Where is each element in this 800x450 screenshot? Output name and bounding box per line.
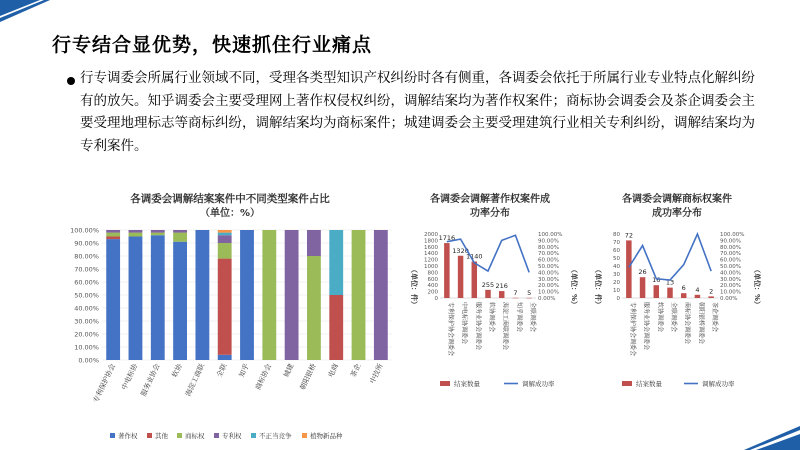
y-left-tick: 60 [613, 248, 620, 254]
top-left-corner-decoration [0, 0, 60, 30]
y-right-axis-label: （单位：%） [753, 266, 761, 309]
bar-segment [285, 230, 299, 360]
chart-title-line: 功率分布 [470, 208, 510, 219]
legend-label: 其他 [155, 432, 168, 440]
bar [513, 298, 518, 299]
x-category-label: 专利保护协会调委会 [446, 302, 454, 357]
y-left-tick: 200 [427, 289, 438, 296]
x-category-label: 全联 [215, 362, 229, 379]
legend-swatch [302, 433, 307, 438]
bar-segment [218, 233, 232, 236]
y-right-tick: 60.00% [538, 257, 559, 264]
y-left-tick: 1600 [424, 244, 438, 251]
bar-data-label: 72 [624, 231, 633, 240]
bar-segment [106, 239, 120, 360]
y-tick-label: 80.00% [74, 252, 99, 261]
bar-data-label: 5 [527, 288, 532, 297]
x-category-label: 服务业协会 [139, 362, 162, 398]
bar-segment [129, 230, 143, 233]
bar-segment [307, 230, 321, 256]
bar [654, 285, 659, 298]
x-category-label: 中电标协调委会 [460, 302, 468, 345]
legend-swatch [251, 433, 256, 438]
bar-segment [218, 235, 232, 243]
x-category-label: 朝阳银桥调委会 [697, 302, 705, 345]
y-left-tick: 20 [613, 280, 620, 286]
bar [681, 293, 686, 298]
bar-segment [173, 233, 187, 242]
stacked-bar-chart [60, 188, 400, 450]
legend-label-line: 调解成功率 [702, 380, 735, 388]
y-left-tick: 40 [613, 264, 620, 270]
x-category-label: 软协调委会 [656, 302, 664, 333]
bar-data-label: 16 [652, 276, 661, 285]
bar-data-label: 216 [495, 282, 508, 291]
y-right-tick: 40.00% [538, 270, 559, 277]
bar-segment [374, 230, 388, 360]
bar-segment [240, 230, 254, 360]
x-category-label: 全联调委会 [529, 302, 537, 333]
y-tick-label: 0.00% [78, 356, 99, 365]
legend-swatch [147, 433, 152, 438]
bar-data-label: 26 [638, 268, 647, 277]
y-right-tick: 30.00% [720, 276, 741, 283]
bar-segment [151, 235, 165, 360]
bar-segment [173, 242, 187, 360]
bar-segment [218, 243, 232, 259]
bar-data-label: 6 [681, 284, 686, 293]
legend-swatch [110, 433, 115, 438]
y-right-tick: 10.00% [538, 289, 559, 296]
x-category-label: 城建 [282, 362, 296, 379]
y-left-tick: 400 [427, 283, 438, 290]
x-category-label: 中电标协 [120, 362, 140, 392]
y-tick-label: 100.00% [70, 226, 99, 235]
x-category-label: 软协 [170, 362, 184, 379]
bottom-right-corner-decoration [730, 420, 800, 450]
bar-segment [151, 233, 165, 236]
y-tick-label: 60.00% [74, 278, 99, 287]
bar-segment [129, 233, 143, 237]
bar-segment [106, 233, 120, 237]
bar-segment [329, 295, 343, 360]
legend-swatch-bars [440, 381, 450, 386]
legend-label: 不正当竞争 [259, 432, 292, 440]
y-left-tick: 600 [427, 276, 438, 283]
bar-segment [195, 230, 209, 360]
bar-data-label: 255 [481, 280, 495, 289]
y-right-tick: 90.00% [720, 238, 741, 245]
bar [472, 262, 477, 298]
bar-segment [218, 355, 232, 360]
y-right-tick: 30.00% [538, 276, 559, 283]
chart-subtitle: （单位：%） [199, 208, 261, 219]
legend-swatch-bars [622, 381, 632, 386]
y-right-tick: 80.00% [720, 244, 741, 251]
bar [526, 298, 531, 299]
y-left-tick: 1400 [424, 251, 438, 258]
x-category-label: 知乎 [237, 362, 251, 379]
x-category-label: 专利保护协会调委会 [628, 302, 636, 357]
bar-data-label: 7 [513, 288, 518, 297]
y-right-tick: 40.00% [720, 270, 741, 277]
trademark-success-chart [592, 188, 762, 398]
bar-segment [151, 230, 165, 233]
y-tick-label: 90.00% [74, 239, 99, 248]
y-left-tick: 10 [613, 288, 620, 294]
page-title: 行专结合显优势，快速抓住行业痛点 [52, 34, 373, 56]
y-left-tick: 800 [427, 270, 438, 277]
legend-label-line: 调解成功率 [522, 380, 555, 388]
chart-title-line: 各调委会调解商标权案件 [622, 194, 732, 205]
bar-data-label: 2 [709, 287, 714, 296]
y-right-tick: 20.00% [538, 283, 559, 290]
y-right-tick: 90.00% [538, 238, 559, 245]
legend-label-bars: 结案数量 [636, 380, 662, 388]
x-category-label: 海淀工商联调委会 [501, 302, 509, 351]
x-category-label: 茶企 [349, 362, 363, 379]
y-right-tick: 80.00% [538, 244, 559, 251]
x-category-label: 商标协会 [254, 362, 274, 392]
y-right-tick: 50.00% [720, 264, 741, 270]
chart-title-line: 各调委会调解著作权案件成 [430, 194, 550, 205]
x-category-label: 朝阳银桥 [298, 362, 318, 392]
bullet-text: 行专调委会所属行业领域不同，受理各类型知识产权纠纷时各有侧重，各调委会依托于所属行业专业特点化解纠纷有的放矢。知乎调委会主要受理网上著作权侵权纠纷，调解结案均为著作权案件；商标协会调委会及茶企调委会主要受理地理标志等商标纠纷，调解结案均为商标案件；城建调委会主要受理建筑行业相关专利纠纷，调解结案均为专利案件。 [80, 70, 755, 154]
legend-label-bars: 结案数量 [454, 380, 480, 388]
y-right-tick: 70.00% [720, 251, 741, 258]
bar-data-label: 1320 [452, 246, 469, 255]
bar [444, 243, 449, 298]
x-category-label: 海淀工商联 [184, 362, 207, 398]
x-category-label: 专利保护协会 [91, 362, 117, 404]
x-category-label: 全联调委会 [670, 302, 677, 333]
y-right-tick: 100.00% [538, 232, 563, 238]
x-category-label: 知乎调委会 [515, 302, 523, 333]
bar-data-label: 4 [695, 285, 700, 294]
chart-title-line: 成功率分布 [652, 208, 702, 219]
y-left-tick: 1200 [424, 257, 438, 264]
y-left-axis-label: （单位：件） [410, 266, 418, 308]
y-right-axis-label: （单位：%） [570, 266, 578, 309]
y-right-tick: 70.00% [538, 251, 559, 258]
y-left-tick: 2000 [424, 232, 438, 238]
y-left-tick: 70 [613, 240, 620, 246]
bar-segment [173, 230, 187, 233]
y-tick-label: 10.00% [74, 343, 99, 352]
legend-label: 著作权 [118, 432, 138, 440]
bar-segment [307, 256, 321, 360]
x-category-label: 茶企调委会 [711, 302, 719, 333]
y-right-tick: 0.00% [720, 296, 738, 302]
legend-label: 商标权 [185, 432, 205, 440]
x-category-label: 服务业协会调委会 [474, 302, 482, 351]
copyright-success-chart [404, 188, 576, 398]
legend-label: 植物新品种 [310, 432, 343, 440]
bar-segment [329, 230, 343, 295]
bar-segment [129, 237, 143, 361]
bar-data-label: 13 [665, 278, 675, 287]
y-tick-label: 20.00% [74, 330, 99, 339]
y-tick-label: 70.00% [74, 265, 99, 274]
y-left-tick: 1000 [424, 264, 438, 270]
bar [485, 290, 490, 298]
y-right-tick: 20.00% [720, 283, 741, 290]
bar-segment [218, 230, 232, 233]
y-left-tick: 1800 [424, 238, 438, 245]
y-right-tick: 0.00% [538, 296, 556, 302]
x-category-label: 中技所 [368, 362, 385, 385]
legend-swatch [177, 433, 182, 438]
bar [640, 277, 645, 298]
y-left-tick: 50 [613, 256, 620, 262]
x-category-label: 软协调委会 [488, 302, 495, 333]
y-left-tick: 80 [613, 232, 620, 238]
legend-label: 专利权 [222, 432, 242, 440]
y-right-tick: 10.00% [720, 289, 741, 296]
y-left-axis-label: （单位：件） [594, 266, 602, 308]
x-category-label: 电商 [326, 362, 341, 379]
y-tick-label: 30.00% [74, 317, 99, 326]
x-category-label: 服务业协会调委会 [642, 302, 650, 351]
bar [499, 291, 504, 298]
y-left-tick: 30 [613, 272, 620, 278]
bar [708, 296, 713, 298]
bar [458, 256, 463, 298]
bar-segment [106, 230, 120, 233]
bar-segment [352, 230, 366, 360]
x-category-label: 商标协会调委会 [683, 302, 691, 345]
y-right-tick: 60.00% [720, 257, 741, 264]
bullet-marker [67, 77, 75, 85]
bar-data-label: 1716 [438, 234, 456, 243]
y-left-tick: 0 [616, 296, 620, 302]
bar [667, 288, 672, 298]
bar-segment [262, 230, 276, 360]
legend-swatch [214, 433, 219, 438]
bar-segment [106, 237, 120, 240]
bar-data-label: 1140 [466, 252, 483, 261]
bar [695, 295, 700, 298]
chart-title: 各调委会调解结案案件中不同类型案件占比 [130, 193, 330, 205]
bar [626, 240, 631, 298]
y-tick-label: 50.00% [74, 291, 99, 300]
bar-segment [218, 259, 232, 355]
y-right-tick: 50.00% [538, 264, 559, 270]
y-left-tick: 0 [434, 296, 438, 302]
y-right-tick: 100.00% [720, 232, 745, 238]
y-tick-label: 40.00% [74, 304, 99, 313]
